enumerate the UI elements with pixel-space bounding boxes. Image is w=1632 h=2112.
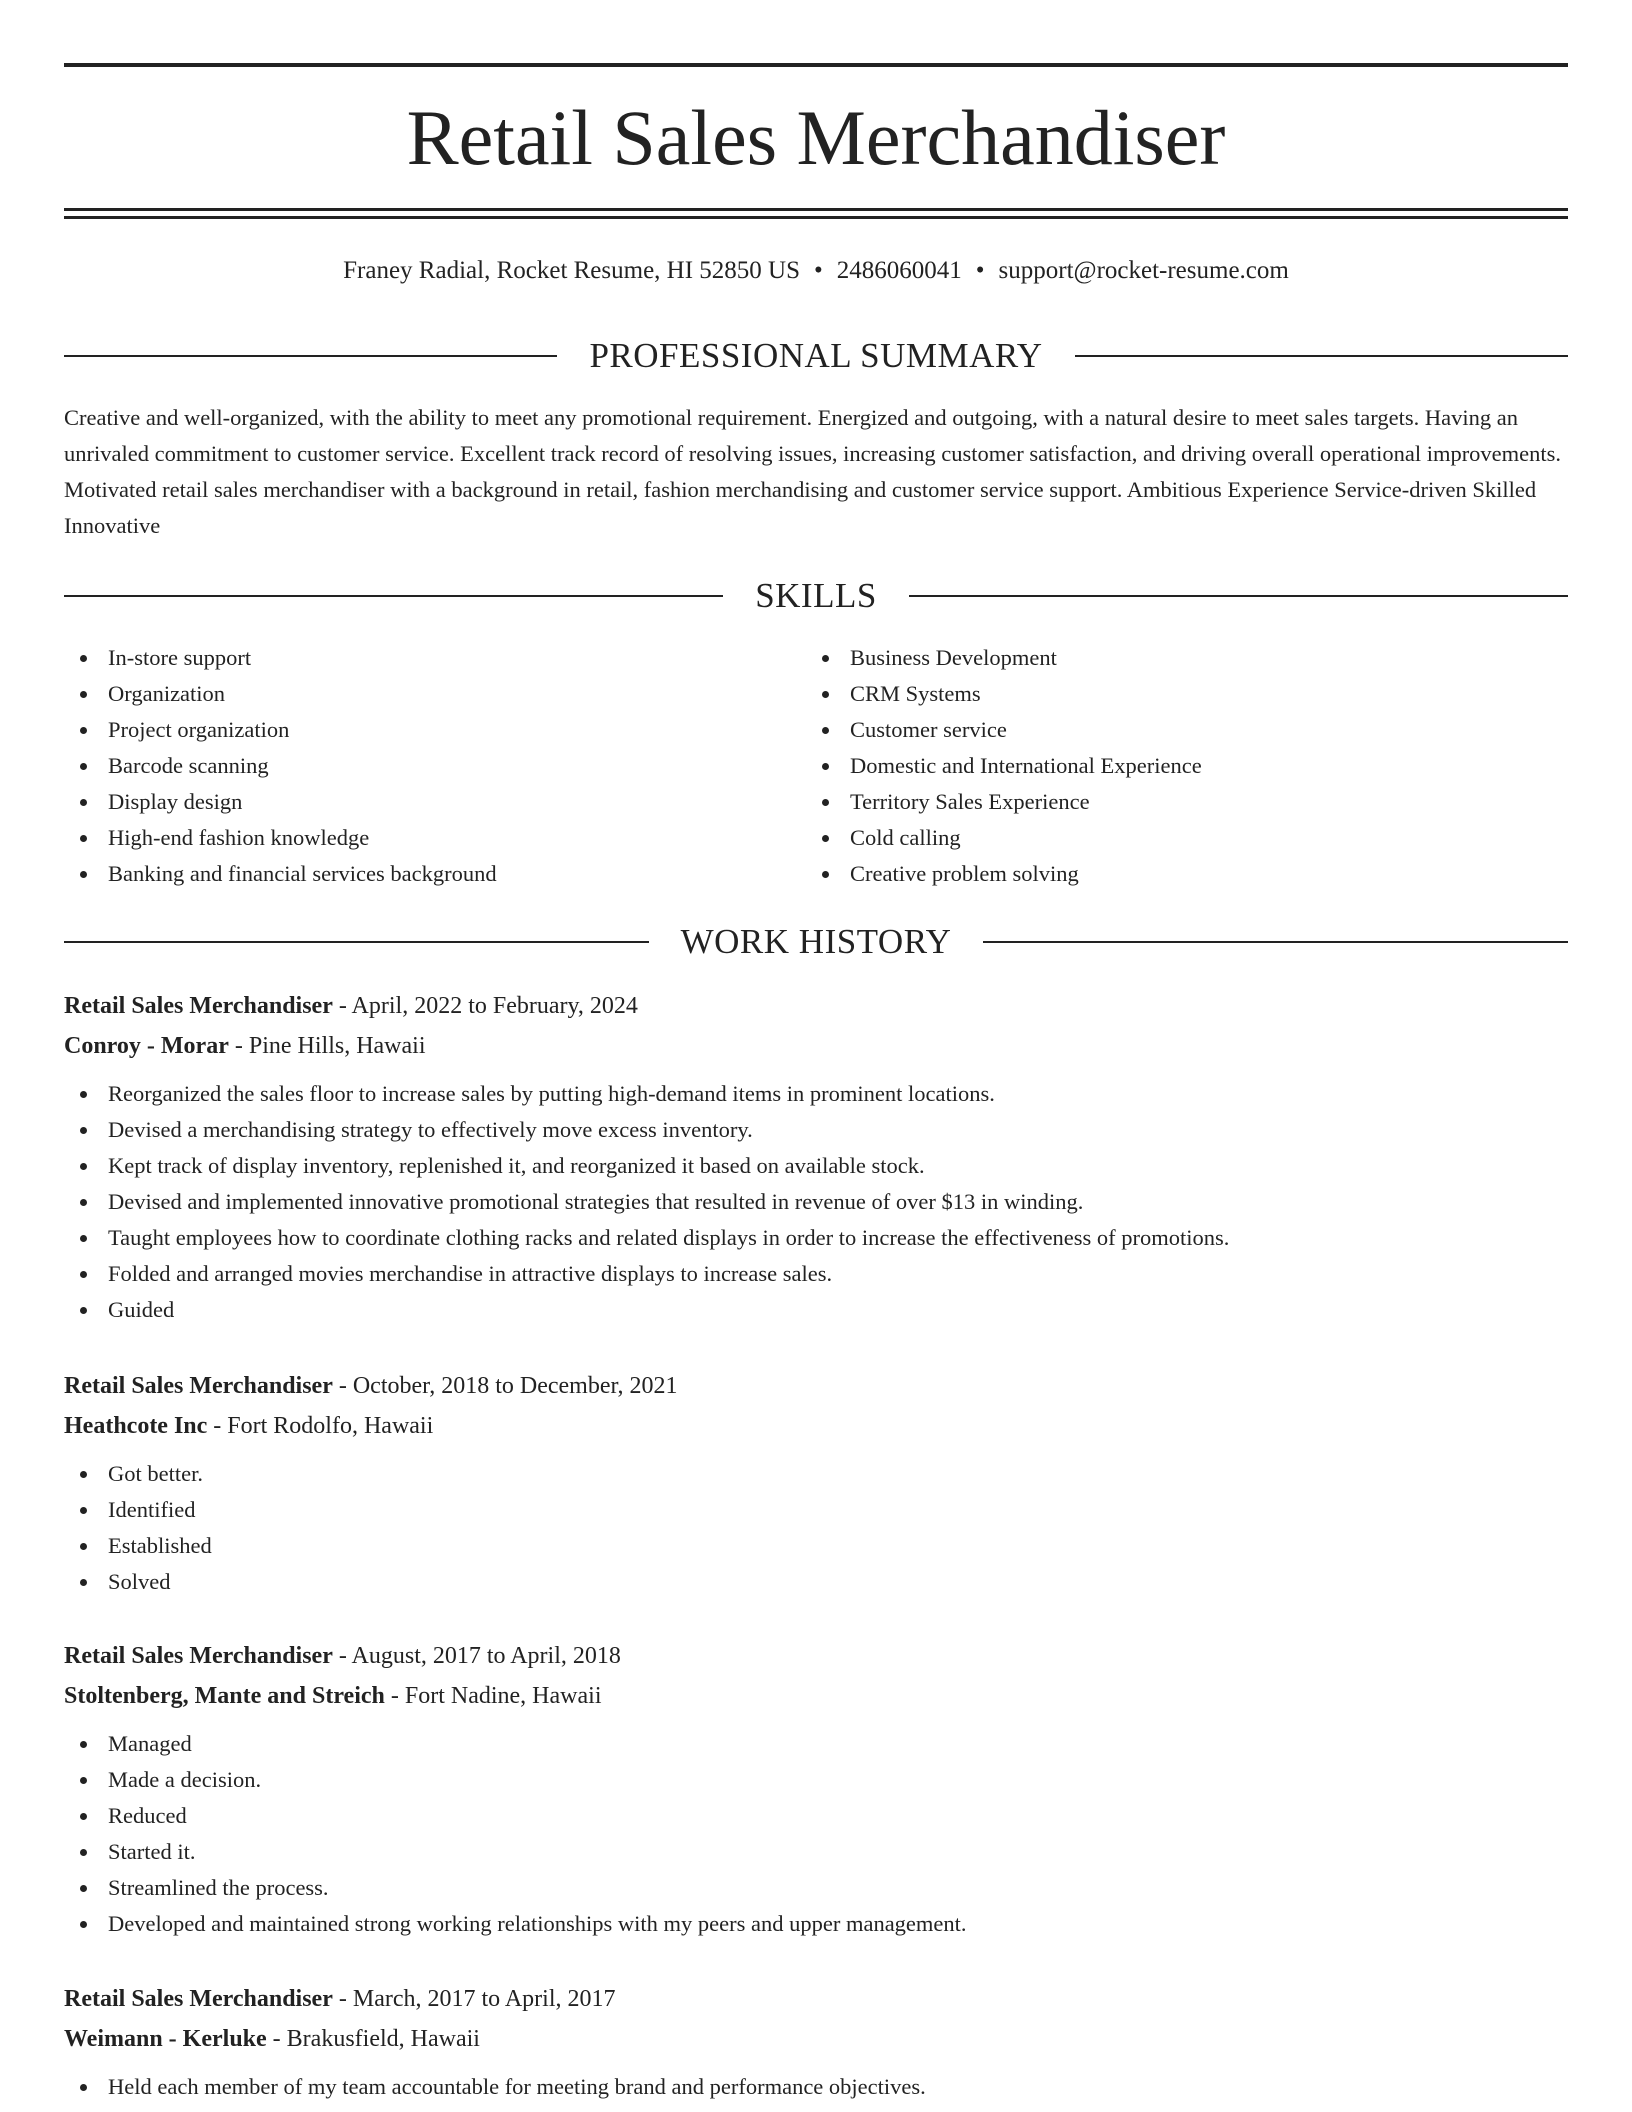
skills-columns bbox=[64, 640, 1568, 892]
resume-title: Retail Sales Merchandiser bbox=[406, 94, 1226, 181]
job-dates: - October, 2018 to December, 2021 bbox=[332, 1373, 678, 1399]
job-bullet: Held each member of my team accountable for meeting brand and performance objectives. bbox=[64, 2069, 1568, 2105]
job-dates: - August, 2017 to April, 2018 bbox=[332, 1643, 621, 1669]
skill-item: High-end fashion knowledge bbox=[64, 820, 806, 856]
job-bullet: Solved bbox=[64, 1564, 1568, 1600]
skill-item: Cold calling bbox=[806, 820, 1548, 856]
job-bullet: Started it. bbox=[64, 1834, 1568, 1870]
job-bullet: Guided bbox=[64, 1292, 1568, 1328]
job-bullets bbox=[64, 1076, 1568, 1328]
skill-item: Domestic and International Experience bbox=[806, 748, 1548, 784]
job-title: Retail Sales Merchandiser bbox=[64, 1373, 333, 1399]
job-company: Heathcote Inc bbox=[64, 1413, 208, 1439]
job-entry bbox=[64, 1366, 1568, 1600]
skill-item: Business Development bbox=[806, 640, 1548, 676]
job-bullet: Managed bbox=[64, 1726, 1568, 1762]
summary-text: Creative and well-organized, with the ability to meet any promotional requirement. Energized and outgoing, with a natural desire to meet sales targets. Having an unrivaled commitment to customer service. Excellent track record of resolving issues, increasing customer satisfaction, and driving overall operational improvements. Motivated retail sales merchandiser with a background in retail, fashion merchandising and customer service support. Ambitious Experience Service-driven Skilled Innovative bbox=[64, 405, 1562, 538]
skill-item: Organization bbox=[64, 676, 806, 712]
skill-item: Project organization bbox=[64, 712, 806, 748]
title-rule-upper bbox=[64, 208, 1568, 211]
title-rule-lower bbox=[64, 216, 1568, 219]
section-heading-work bbox=[64, 920, 1568, 964]
job-company-line bbox=[64, 2019, 1568, 2059]
contact-phone: 2486060041 bbox=[836, 257, 962, 284]
skill-item: Barcode scanning bbox=[64, 748, 806, 784]
job-bullet: Made a decision. bbox=[64, 1762, 1568, 1798]
job-company-line bbox=[64, 1406, 1568, 1446]
job-bullet: Devised a merchandising strategy to effectively move excess inventory. bbox=[64, 1112, 1568, 1148]
job-bullet: Taught employees how to coordinate clothing racks and related displays in order to increase the effectiveness of promotions. bbox=[64, 1220, 1568, 1256]
heading-rule-right bbox=[983, 941, 1568, 943]
section-title: PROFESSIONAL SUMMARY bbox=[589, 336, 1043, 375]
heading-rule-left bbox=[64, 941, 649, 943]
section-title: WORK HISTORY bbox=[680, 922, 952, 961]
contact-line bbox=[64, 254, 1568, 288]
job-bullet: Reorganized the sales floor to increase sales by putting high-demand items in prominent locations. bbox=[64, 1076, 1568, 1112]
job-bullet: Identified bbox=[64, 1492, 1568, 1528]
contact-separator: • bbox=[975, 257, 985, 284]
job-title: Retail Sales Merchandiser bbox=[64, 993, 333, 1019]
job-role-line bbox=[64, 1366, 1568, 1406]
job-dates: - April, 2022 to February, 2024 bbox=[332, 993, 638, 1019]
heading-rule-left bbox=[64, 355, 557, 357]
heading-rule-left bbox=[64, 595, 723, 597]
job-bullet: Folded and arranged movies merchandise in attractive displays to increase sales. bbox=[64, 1256, 1568, 1292]
section-title: SKILLS bbox=[755, 576, 877, 615]
job-location: - Fort Nadine, Hawaii bbox=[384, 1683, 602, 1709]
contact-separator: • bbox=[814, 257, 823, 284]
job-bullet: Devised and implemented innovative promotional strategies that resulted in revenue of over $13 in winding. bbox=[64, 1184, 1568, 1220]
job-location: - Pine Hills, Hawaii bbox=[228, 1033, 426, 1059]
job-bullet: Developed and maintained strong working relationships with my peers and upper management. bbox=[64, 1906, 1568, 1942]
skill-item: In-store support bbox=[64, 640, 806, 676]
section-heading-summary bbox=[64, 334, 1568, 378]
skill-item: Territory Sales Experience bbox=[806, 784, 1548, 820]
skill-item: CRM Systems bbox=[806, 676, 1548, 712]
job-company-line bbox=[64, 1026, 1568, 1066]
job-bullets bbox=[64, 2069, 1568, 2105]
skill-item: Customer service bbox=[806, 712, 1548, 748]
skill-item: Creative problem solving bbox=[806, 856, 1548, 892]
job-bullets bbox=[64, 1456, 1568, 1600]
job-bullets bbox=[64, 1726, 1568, 1942]
job-role-line bbox=[64, 986, 1568, 1026]
contact-address: Franey Radial, Rocket Resume, HI 52850 US bbox=[343, 257, 801, 284]
job-company: Stoltenberg, Mante and Streich bbox=[64, 1683, 385, 1709]
job-title: Retail Sales Merchandiser bbox=[64, 1986, 333, 2012]
skill-item: Banking and financial services background bbox=[64, 856, 806, 892]
heading-rule-right bbox=[1075, 355, 1568, 357]
job-bullet: Kept track of display inventory, replenished it, and reorganized it based on available stock. bbox=[64, 1148, 1568, 1184]
job-company-line bbox=[64, 1676, 1568, 1716]
job-dates: - March, 2017 to April, 2017 bbox=[332, 1986, 616, 2012]
job-title: Retail Sales Merchandiser bbox=[64, 1643, 333, 1669]
skills-list-left bbox=[64, 640, 806, 892]
job-bullet: Got better. bbox=[64, 1456, 1568, 1492]
job-company: Conroy - Morar bbox=[64, 1033, 229, 1059]
job-role-line bbox=[64, 1979, 1568, 2019]
job-bullet: Streamlined the process. bbox=[64, 1870, 1568, 1906]
job-entry bbox=[64, 1636, 1568, 1942]
job-location: - Brakusfield, Hawaii bbox=[266, 2026, 480, 2052]
job-role-line bbox=[64, 1636, 1568, 1676]
job-bullet: Reduced bbox=[64, 1798, 1568, 1834]
contact-email: support@rocket-resume.com bbox=[998, 257, 1289, 284]
job-location: - Fort Rodolfo, Hawaii bbox=[207, 1413, 434, 1439]
section-heading-skills bbox=[64, 574, 1568, 618]
job-entry bbox=[64, 986, 1568, 1328]
heading-rule-right bbox=[909, 595, 1568, 597]
job-entry bbox=[64, 1979, 1568, 2105]
job-bullet: Established bbox=[64, 1528, 1568, 1564]
job-company: Weimann - Kerluke bbox=[64, 2026, 267, 2052]
skills-list-right bbox=[806, 640, 1548, 892]
skill-item: Display design bbox=[64, 784, 806, 820]
top-rule bbox=[64, 63, 1568, 67]
